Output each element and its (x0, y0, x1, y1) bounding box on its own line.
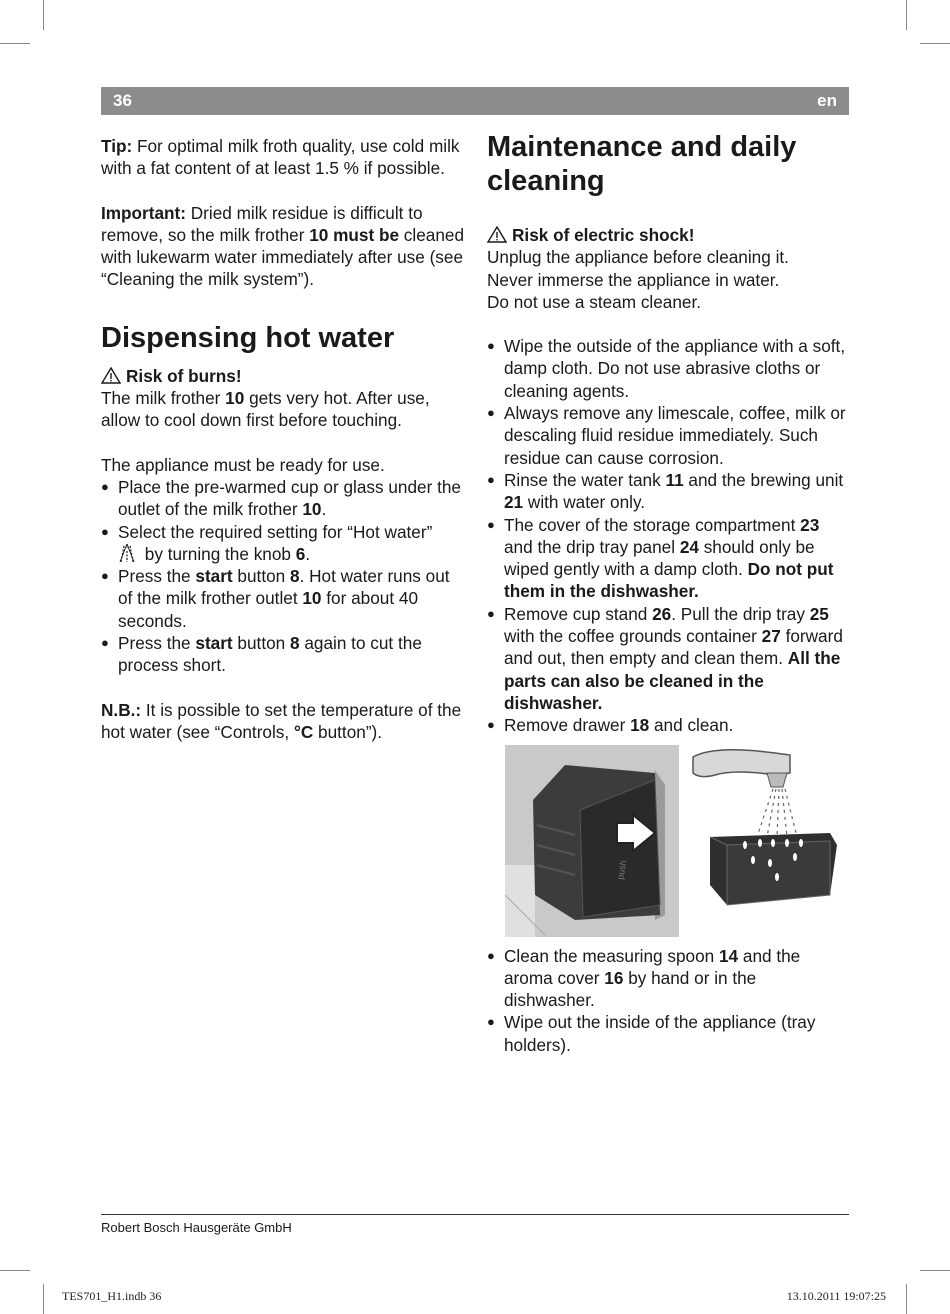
burns-text (101, 387, 466, 432)
item-num: 26 (652, 603, 672, 624)
important-bold: 10 must be (309, 224, 400, 245)
list-item (101, 521, 466, 566)
nb-paragraph (101, 699, 466, 744)
item-num-2: 16 (604, 967, 624, 988)
cleaning-steps (487, 335, 849, 736)
slug-date: 13.10.2011 19:07:25 (786, 1289, 886, 1303)
section-title-hot-water: Dispensing hot water (101, 321, 395, 354)
ready-text: The appliance must be ready for use. (101, 454, 385, 475)
item-num-2: 25 (809, 603, 829, 624)
list-item (487, 714, 849, 736)
important-label: Important: (101, 202, 186, 223)
important-text-end: cleaned with lukewarm water immediately after use (see “Cleaning the milk system”). (101, 224, 465, 290)
item-text-b: and the drip tray panel (504, 536, 680, 557)
item-text-d: forward and out, then empty and clean them. (504, 626, 843, 669)
item-end: by hand or in the dishwasher. (504, 967, 757, 1011)
nb-bold: °C (293, 721, 314, 742)
left-column (101, 135, 466, 743)
step-text-b: button (232, 566, 290, 587)
item-text-b: and the brewing unit (683, 469, 844, 490)
language-code: en (817, 91, 837, 110)
step-text-d: for about 40 seconds. (118, 588, 419, 631)
item-text: Rinse the water tank (504, 469, 666, 490)
item-num: 18 (630, 715, 650, 736)
item-text: Remove cup stand (504, 603, 653, 624)
tip-paragraph (101, 135, 466, 180)
hot-water-steps (101, 476, 466, 677)
item-text-b: . Pull the drip tray (671, 603, 810, 624)
step-num: 8 (290, 633, 300, 654)
item-bold: Do not put them in the dishwasher. (504, 559, 834, 602)
list-item (487, 514, 849, 603)
step-text-c: again to cut the process short. (118, 633, 422, 676)
page-header (101, 87, 849, 115)
step-text: Place the pre-warmed cup or glass under the outlet of the milk frother (118, 476, 461, 520)
step-bold: start (195, 633, 233, 654)
step-text: Press the (118, 566, 196, 587)
footer-divider (101, 1214, 849, 1215)
drawer-illustration (505, 745, 845, 937)
drawer-cleaning-figure (505, 745, 845, 937)
crop-mark (0, 1270, 30, 1271)
nb-text: It is possible to set the temperature of the hot water (see “Controls, (101, 699, 462, 742)
item-text: Clean the measuring spoon (504, 945, 719, 966)
item-text: Remove drawer (504, 715, 631, 736)
list-item: ● Wipe the outside of the appliance with a soft, damp cloth. Do not use abrasive cloths or cleaning agents. (487, 335, 849, 402)
item-num: 14 (718, 945, 739, 966)
crop-mark (43, 1284, 44, 1314)
item-end: with water only. (523, 492, 646, 513)
item-bold: All the parts can also be cleaned in the dishwasher. (504, 648, 841, 713)
step-num-2: 10 (302, 588, 322, 609)
section-title-maintenance: Maintenance and daily cleaning (487, 131, 797, 197)
crop-mark (920, 43, 950, 44)
push-label: push (615, 858, 629, 880)
step-text: Select the required setting for “Hot water” (118, 521, 433, 542)
list-item: ● Wipe out the inside of the appliance (tray holders). (487, 1011, 849, 1056)
list-item (101, 476, 466, 521)
item-text-c: with the coffee grounds container (504, 626, 762, 647)
warning-triangle-icon (101, 367, 121, 384)
step-text-c: . Hot water runs out of the milk frother outlet (118, 566, 450, 609)
crop-mark (906, 1284, 907, 1314)
item-num-2: 24 (679, 536, 699, 557)
list-item (487, 603, 849, 714)
item-num-3: 27 (761, 626, 781, 647)
warning-line: Do not use a steam cleaner. (487, 291, 702, 312)
right-column (487, 130, 849, 1056)
list-item (487, 469, 849, 514)
item-text-b: and the aroma cover (504, 945, 801, 988)
item-end: and clean. (649, 715, 734, 736)
warning-triangle-icon (487, 226, 507, 243)
step-num: 10 (302, 499, 322, 520)
tip-text: For optimal milk froth quality, use cold milk with a fat content of at least 1.5 % if possible. (101, 136, 460, 179)
step-text-b: button (232, 633, 290, 654)
step-text: Press the (118, 633, 196, 654)
step-text-b: by turning the knob (140, 543, 296, 564)
warning-burns (101, 365, 466, 387)
page-number: 36 (113, 91, 132, 110)
cleaning-steps-2 (487, 945, 849, 1056)
crop-mark (920, 1270, 950, 1271)
important-paragraph (101, 202, 466, 291)
warning-shock (487, 224, 849, 246)
item-text: The cover of the storage compartment (504, 514, 801, 535)
warning-shock-title: Risk of electric shock! (512, 225, 695, 245)
step-num: 6 (295, 543, 306, 564)
step-end: . (321, 499, 327, 520)
item-num: 11 (665, 469, 684, 490)
item-text-c: should only be wiped gently with a damp cloth. (504, 536, 815, 580)
nb-end: button”). (313, 721, 383, 742)
step-bold: start (195, 566, 233, 587)
tip-label: Tip: (101, 136, 133, 156)
slug-file: TES701_H1.indb 36 (62, 1289, 162, 1303)
list-item: ● Always remove any limescale, coffee, milk or descaling fluid residue immediately. Such residue can cause corrosion. (487, 402, 849, 469)
warning-burns-title: Risk of burns! (126, 365, 242, 386)
crop-mark (0, 43, 30, 44)
list-item (101, 632, 466, 677)
warning-line: Unplug the appliance before cleaning it. (487, 247, 789, 268)
crop-mark (906, 0, 907, 30)
warning-line: Never immerse the appliance in water. (487, 269, 780, 290)
list-item (487, 945, 849, 1012)
important-text: Dried milk residue is difficult to remove, so the milk frother (101, 202, 423, 245)
item-num-2: 21 (504, 492, 524, 513)
burns-num: 10 (225, 388, 245, 409)
crop-mark (43, 0, 44, 30)
nb-label: N.B.: (101, 699, 142, 720)
burns-text-a: The milk frother (101, 388, 226, 409)
hot-water-icon (118, 543, 136, 563)
burns-text-b: gets very hot. After use, allow to cool down first before touching. (101, 388, 430, 431)
item-num: 23 (800, 514, 820, 535)
step-num: 8 (290, 566, 300, 587)
footer-company: Robert Bosch Hausgeräte GmbH (101, 1220, 292, 1235)
list-item (101, 565, 466, 632)
step-end: . (305, 543, 311, 564)
